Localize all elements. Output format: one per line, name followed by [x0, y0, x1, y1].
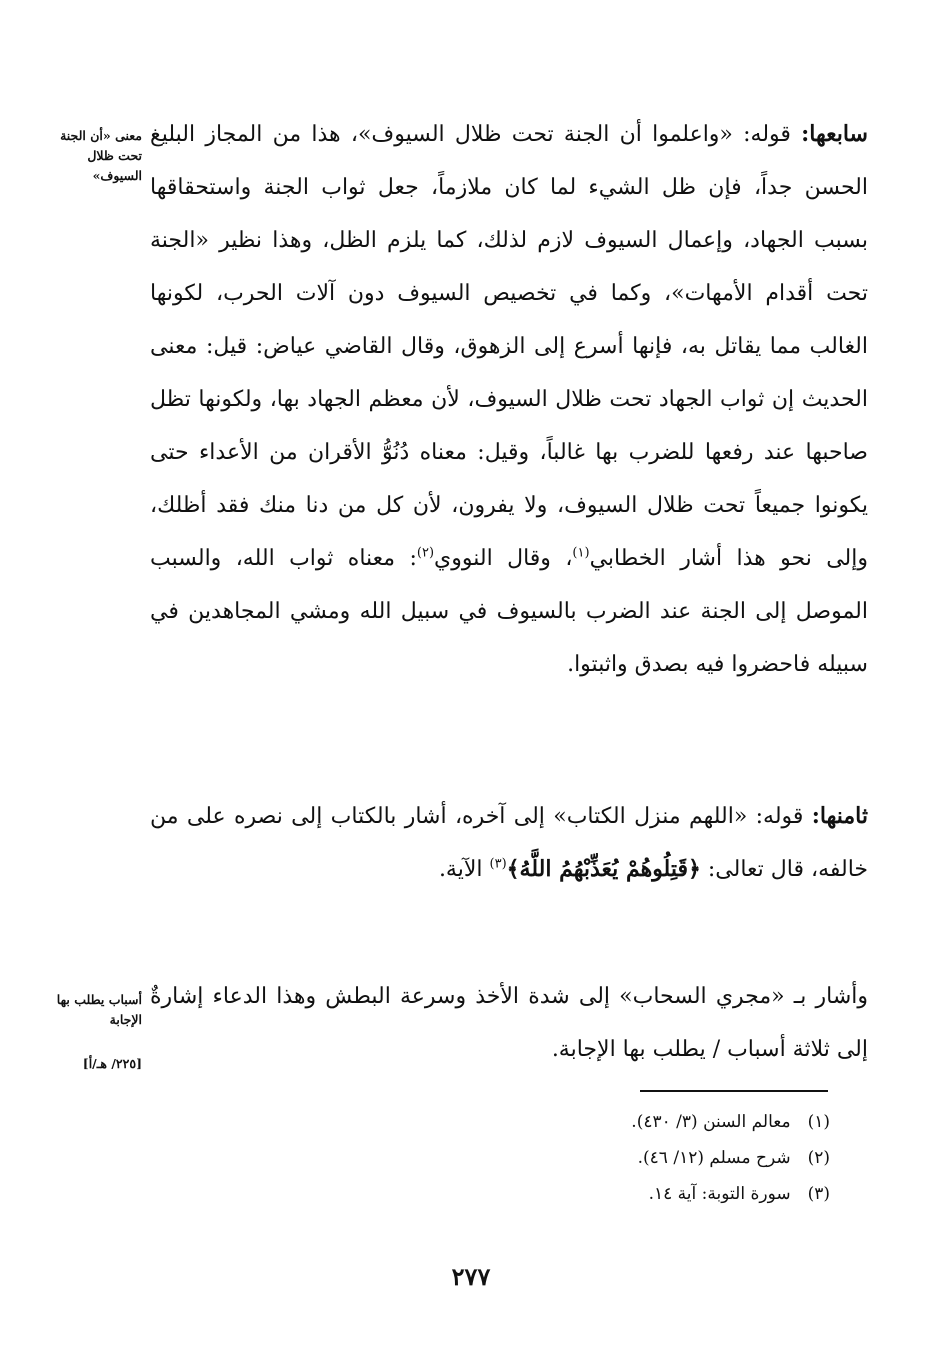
- footnote-ref[interactable]: (٢): [416, 545, 435, 561]
- footnote-number: (٢): [807, 1148, 830, 1168]
- paragraph-text: ، وقال النووي: [434, 546, 573, 571]
- footnote-item: [450, 1104, 830, 1140]
- footnote-number: (٣): [807, 1184, 830, 1204]
- footnote-separator: [640, 1090, 828, 1092]
- paragraph-text: : معناه ثواب الله، والسبب الموصل إلى الجنة عند الضرب بالسيوف في سبيل الله ومشي المجاهدين في سبيله فاحضروا فيه بصدق واثبتوا.: [150, 546, 868, 677]
- paragraph-text: قوله: «اللهم منزل الكتاب» إلى آخره، أشار بالكتاب إلى نصره على من خالفه، قال تعالى:: [150, 804, 868, 882]
- paragraph-text: وأشار بـ «مجري السحاب» إلى شدة الأخذ وسرعة البطش وهذا الدعاء إشارةٌ إلى ثلاثة أسباب / يطلب بها الإجابة.: [150, 984, 868, 1062]
- quran-verse: ﴿قَتِلُوهُمْ يُعَذِّبْهُمُ اللَّهُ﴾: [506, 856, 701, 882]
- margin-note-causes-of-answer: أسباب يطلب بها الإجابة: [56, 992, 142, 1027]
- paragraph-lead: ثامنها:: [811, 803, 868, 829]
- page-number: ٢٧٧: [451, 1262, 491, 1291]
- footnote-ref[interactable]: (٣): [489, 856, 507, 872]
- paragraph-text: قوله: «واعلموا أن الجنة تحت ظلال السيوف»، هذا من المجاز البليغ الحسن جداً، فإن ظل الشيء لما كان ملازماً، جعل ثواب الجنة واستحقاقها بسبب الجهاد، وإعمال السيوف لازم لذلك، كما يلزم الظل، وهذا نظير «الجنة تحت أقدام الأمهات»، وكما في تخصيص السيوف دون آلات الحرب، لكونها الغالب مما يقاتل به، فإنها أسرع إلى الزهوق، وقال القاضي عياض: قيل: معنى الحديث إن ثواب الجهاد تحت ظلال السيوف، لأن معظم الجهاد بها، ولكونها تظل صاحبها عند رفعها للضرب بها غالباً، وقيل: معناه دُنُوُّ الأقران من الأعداء حتى يكونوا جميعاً تحت ظلال السيوف، ولا يفرون، لأن كل من دنا منك فقد أظلك، وإلى نحو هذا أشار الخطابي: [150, 122, 868, 571]
- footnote-item: [450, 1140, 830, 1176]
- footnote-item: [450, 1176, 830, 1212]
- margin-note-shade-of-swords: معنى «أن الجنة تحت ظلال السيوف»: [60, 128, 142, 183]
- footnote-text: معالم السنن (٣/ ٤٣٠).: [631, 1112, 791, 1132]
- margin-note-manuscript-folio: [٢٢٥/ هـ/أ]: [82, 1056, 142, 1071]
- paragraph-clouds: [150, 970, 868, 1076]
- footnote-text: سورة التوبة: آية ١٤.: [648, 1184, 791, 1204]
- paragraph-lead: سابعها:: [801, 121, 868, 147]
- footnote-number: (١): [807, 1112, 830, 1132]
- footnotes: [450, 1104, 830, 1212]
- paragraph-eighth: [150, 790, 868, 896]
- paragraph-text: الآية.: [438, 857, 490, 882]
- footnote-text: شرح مسلم (١٢/ ٤٦).: [637, 1148, 791, 1168]
- paragraph-seventh: [150, 108, 868, 691]
- footnote-ref[interactable]: (١): [572, 545, 590, 561]
